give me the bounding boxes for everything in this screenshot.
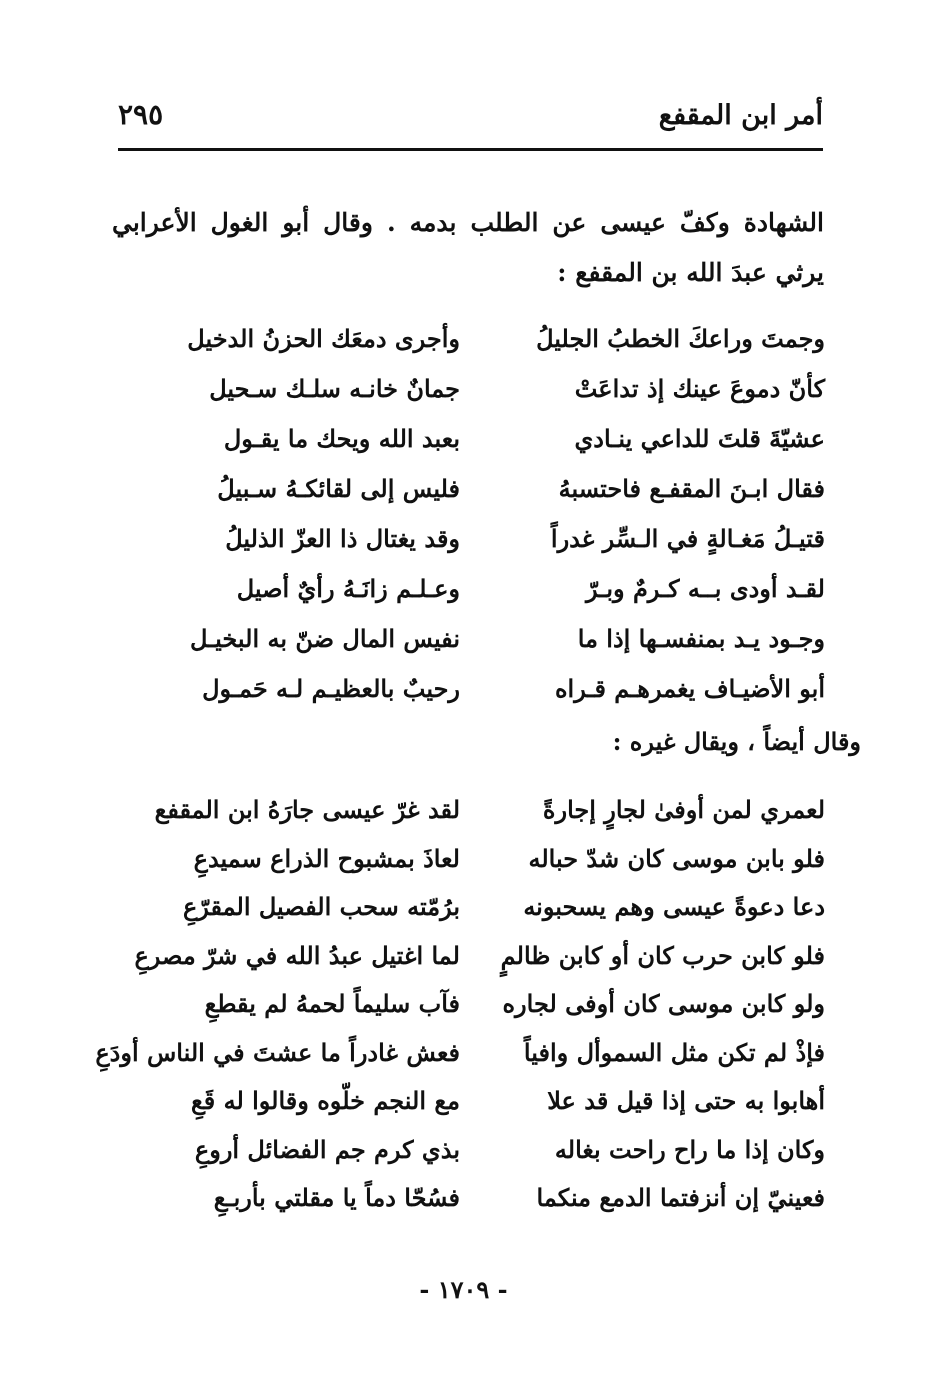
verse-first-half: قتيـلُ مَغـالةٍ في الـسِّر غدراً — [550, 524, 825, 553]
verse-second-half: مع النجم خلّوه وقالوا له قَعِ — [190, 1086, 460, 1115]
verse-line — [120, 1078, 825, 1127]
verse-second-half: جمانٌ خانـه سلـك سـحيل — [209, 374, 460, 403]
verse-line — [120, 884, 825, 933]
verse-line — [120, 666, 825, 716]
verse-line — [120, 566, 825, 616]
elegy-poem — [120, 316, 825, 716]
verse-line — [120, 1127, 825, 1176]
transition-line: وقال أيضاً ، ويقال غيره : — [612, 727, 861, 756]
verse-second-half: فسُحّا دماً يا مقلتي بأربـعِ — [213, 1183, 460, 1212]
verse-line — [120, 416, 825, 466]
verse-second-half: بذي كرم جم الفضائل أروعِ — [194, 1134, 460, 1164]
verse-line — [120, 466, 825, 516]
verse-line — [120, 316, 825, 366]
verse-line — [120, 787, 825, 836]
verse-second-half: فليس إلى لقائكـهُ سـبيلُ — [217, 474, 460, 503]
verse-line — [120, 366, 825, 416]
verse-second-half: فآب سليماً لحمهُ لم يقطعِ — [204, 989, 460, 1018]
verse-second-half: لقد غرّ عيسى جارَهُ ابن المقفع — [154, 795, 460, 824]
verse-first-half: فقال ابـنَ المقفـع فاحتسبهُ — [558, 474, 825, 503]
verse-line — [120, 516, 825, 566]
verse-second-half: وأجرى دمعَك الحزنُ الدخيل — [187, 324, 460, 353]
verse-first-half: فإذْ لم تكن مثل السموأل وافياً — [523, 1037, 825, 1067]
verse-first-half: وكان إذا ما راح راحت بغاله — [554, 1134, 825, 1164]
verse-second-half: فعش غادراً ما عشتَ في الناس أودَعِ — [95, 1037, 460, 1067]
verse-second-half: وعـلـم زانَـهُ رأيٌ أصيل — [236, 574, 460, 603]
verse-first-half: عشيّةَ قلتَ للداعي ينـادي — [574, 424, 825, 453]
intro-text: الشهادة وكفّ عيسى عن الطلب بدمه . وقال أبو الغول الأعرابي يرثي عبدَ الله بن المقفع : — [112, 208, 824, 287]
verse-second-half: نفيس المال ضنّ به البخيـل — [189, 624, 460, 653]
verse-first-half: لعمري لمن أوفىٰ لجارٍ إجارةً — [542, 795, 825, 824]
verse-second-half: لعاذَ بمشبوح الذراع سميدعِ — [193, 843, 460, 873]
intro-paragraph — [112, 198, 824, 298]
page-number: ٢٩٥ — [118, 98, 164, 131]
verse-first-half: لقـد أودى بــه كـرمٌ وبـرّ — [586, 574, 825, 603]
verse-first-half: أهابوا به حتى إذا قيل قد علا — [547, 1086, 825, 1115]
verse-second-half: بعبد الله ويحك ما يقـول — [223, 424, 460, 453]
verse-line — [120, 1175, 825, 1224]
verse-line — [95, 1030, 825, 1079]
verse-first-half: كأنّ دموعَ عينك إذ تداعَتْ — [574, 374, 825, 403]
verse-second-half: برُمّته سحب الفصيل المقرّعِ — [182, 892, 460, 921]
verse-second-half: وقد يغتال ذا العزّ الذليلُ — [225, 524, 460, 553]
verse-first-half: أبو الأضيـاف يغمرهـم قـراه — [554, 674, 825, 703]
verse-second-half: لما اغتيل عبدُ الله في شرّ مصرعِ — [134, 940, 460, 970]
verse-second-half: رحيبٌ بالعظيـم لـه حَمـول — [202, 674, 460, 703]
verse-first-half: فلو بابن موسى كان شدّ حباله — [528, 843, 825, 873]
chapter-title: أمر ابن المقفع — [658, 100, 823, 131]
folio-number: - ١٧٠٩ - — [419, 1275, 508, 1304]
second-poem — [95, 787, 825, 1224]
verse-first-half: فلو كابن حرب كان أو كابن ظالمٍ — [500, 940, 825, 970]
verse-line — [120, 981, 825, 1030]
verse-line — [120, 933, 825, 982]
verse-first-half: دعا دعوةً عيسى وهم يسحبونه — [523, 892, 825, 921]
verse-first-half: وجـود يـد بمنفسـها إذا ما — [577, 624, 825, 653]
verse-first-half: ولو كابن موسى كان أوفى لجاره — [502, 989, 825, 1018]
verse-first-half: وجمتَ وراعكَ الخطبُ الجليلُ — [536, 324, 825, 353]
running-header — [118, 96, 823, 151]
verse-line — [120, 836, 825, 885]
verse-first-half: فعينيّ إن أنزفتما الدمع منكما — [536, 1183, 825, 1212]
verse-line — [120, 616, 825, 666]
